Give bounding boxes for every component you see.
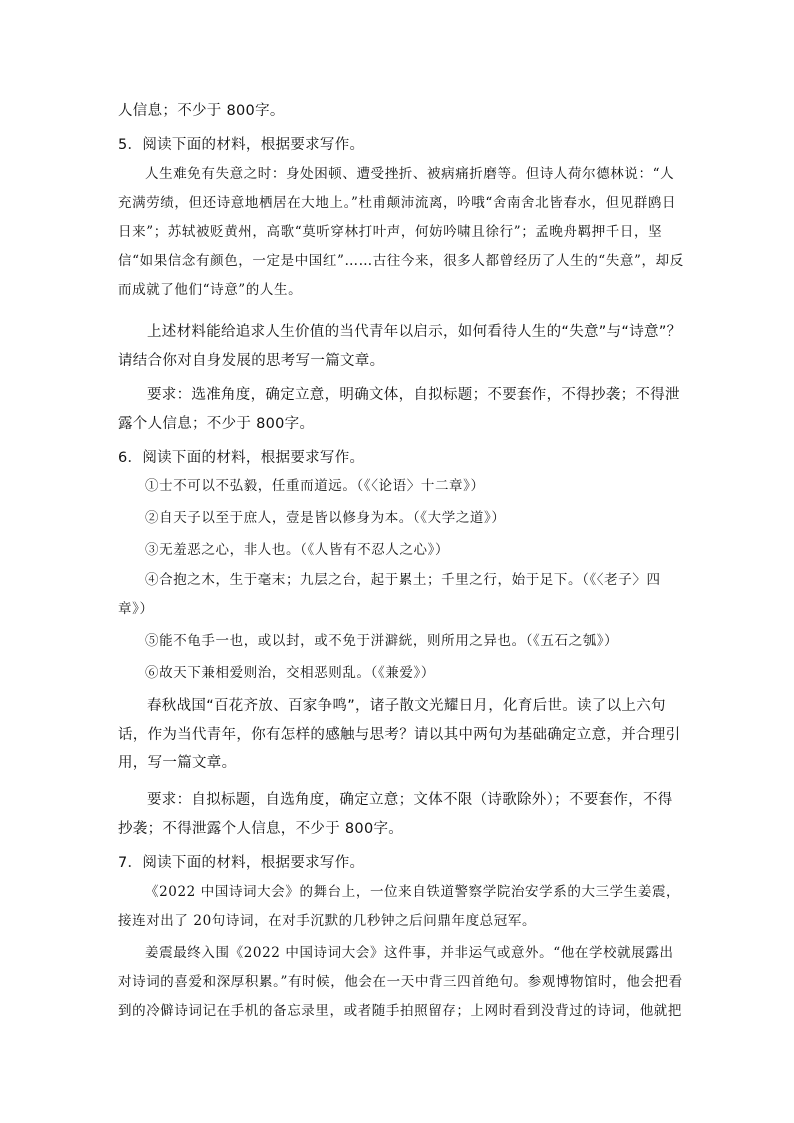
question-5-prompt: 上述材料能给追求人生价值的当代青年以启示，如何看待人生的“失意”与“诗意”？请结合你对自身发展的思考写一篇文章。 bbox=[118, 324, 682, 369]
question-6-prompt: 春秋战国“百花齐放、百家争鸣”，诸子散文光耀日月，化育后世。读了以上六句话，作为当代青年，你有怎样的感触与思考？请以其中两句为基础确定立意，并合理引用，写一篇文章。 bbox=[118, 698, 681, 771]
question-6-heading: 6．阅读下面的材料，根据要求写作。 bbox=[118, 450, 365, 466]
question-7-paragraph-1: 《2022 中国诗词大会》的舞台上，一位来自铁道警察学院治安学系的大三学生姜震，接连对出了 20句诗词，在对手沉默的几秒钟之后问鼎年度总冠军。 bbox=[118, 884, 681, 929]
question-6-item: ①士不可以不弘毅，任重而道远。（《〈论语〉十二章》） bbox=[145, 478, 485, 494]
question-7-heading: 7．阅读下面的材料，根据要求写作。 bbox=[118, 855, 365, 871]
question-6-item: ②自天子以至于庶人，壹是皆以修身为本。（《大学之道》） bbox=[145, 510, 506, 526]
question-7-paragraph-2: 姜震最终入围《2022 中国诗词大会》这件事，并非运气或意外。“他在学校就展露出对诗词的喜爱和深厚积累。”有时候，他会在一天中背三四首绝句。参观博物馆时，他会把看到的冷僻诗词记在手机的备忘录里，或者随手拍照留存；上网时看到没背过的诗词，他就把 bbox=[118, 945, 683, 1019]
question-5-material: 人生难免有失意之时：身处困顿、遭受挫折、被病痛折磨等。但诗人荷尔德林说：“人充满劳绩，但还诗意地栖居在大地上。”杜甫颠沛流离，吟哦“舍南舍北皆春水，但见群鸥日日来”；苏轼被贬黄州，高歌“莫听穿林打叶声，何妨吟啸且徐行”；孟晚舟羁押千日，坚信“如果信念有颜色，一定是中国红”……古往今来，很多人都曾经历了人生的“失意”，却反而成就了他们“诗意”的人生。 bbox=[118, 166, 684, 298]
question-6-item: ④合抱之木，生于毫末；九层之台，起于累土；千里之行，始于足下。（《〈老子〉四章》） bbox=[118, 572, 661, 617]
question-5-heading: 5．阅读下面的材料，根据要求写作。 bbox=[118, 137, 365, 153]
question-5-requirements: 要求：选准角度，确定立意，明确文体，自拟标题；不要套作，不得抄袭；不得泄露个人信息；不少于 800字。 bbox=[118, 387, 680, 432]
question-6-requirements: 要求：自拟标题，自选角度，确定立意；文体不限（诗歌除外）；不要套作，不得抄袭；不得泄露个人信息，不少于 800字。 bbox=[118, 792, 673, 837]
question-6-item: ⑥故天下兼相爱则治，交相恶则乱。（《兼爱》） bbox=[145, 665, 435, 681]
question-6-item: ⑤能不龟手一也，或以封，或不免于洴澼絖，则所用之异也。（《五石之瓠》） bbox=[145, 633, 619, 649]
previous-question-tail: 人信息；不少于 800字。 bbox=[118, 103, 285, 119]
question-6-item: ③无羞恶之心，非人也。（《人皆有不忍人之心》） bbox=[145, 542, 450, 558]
